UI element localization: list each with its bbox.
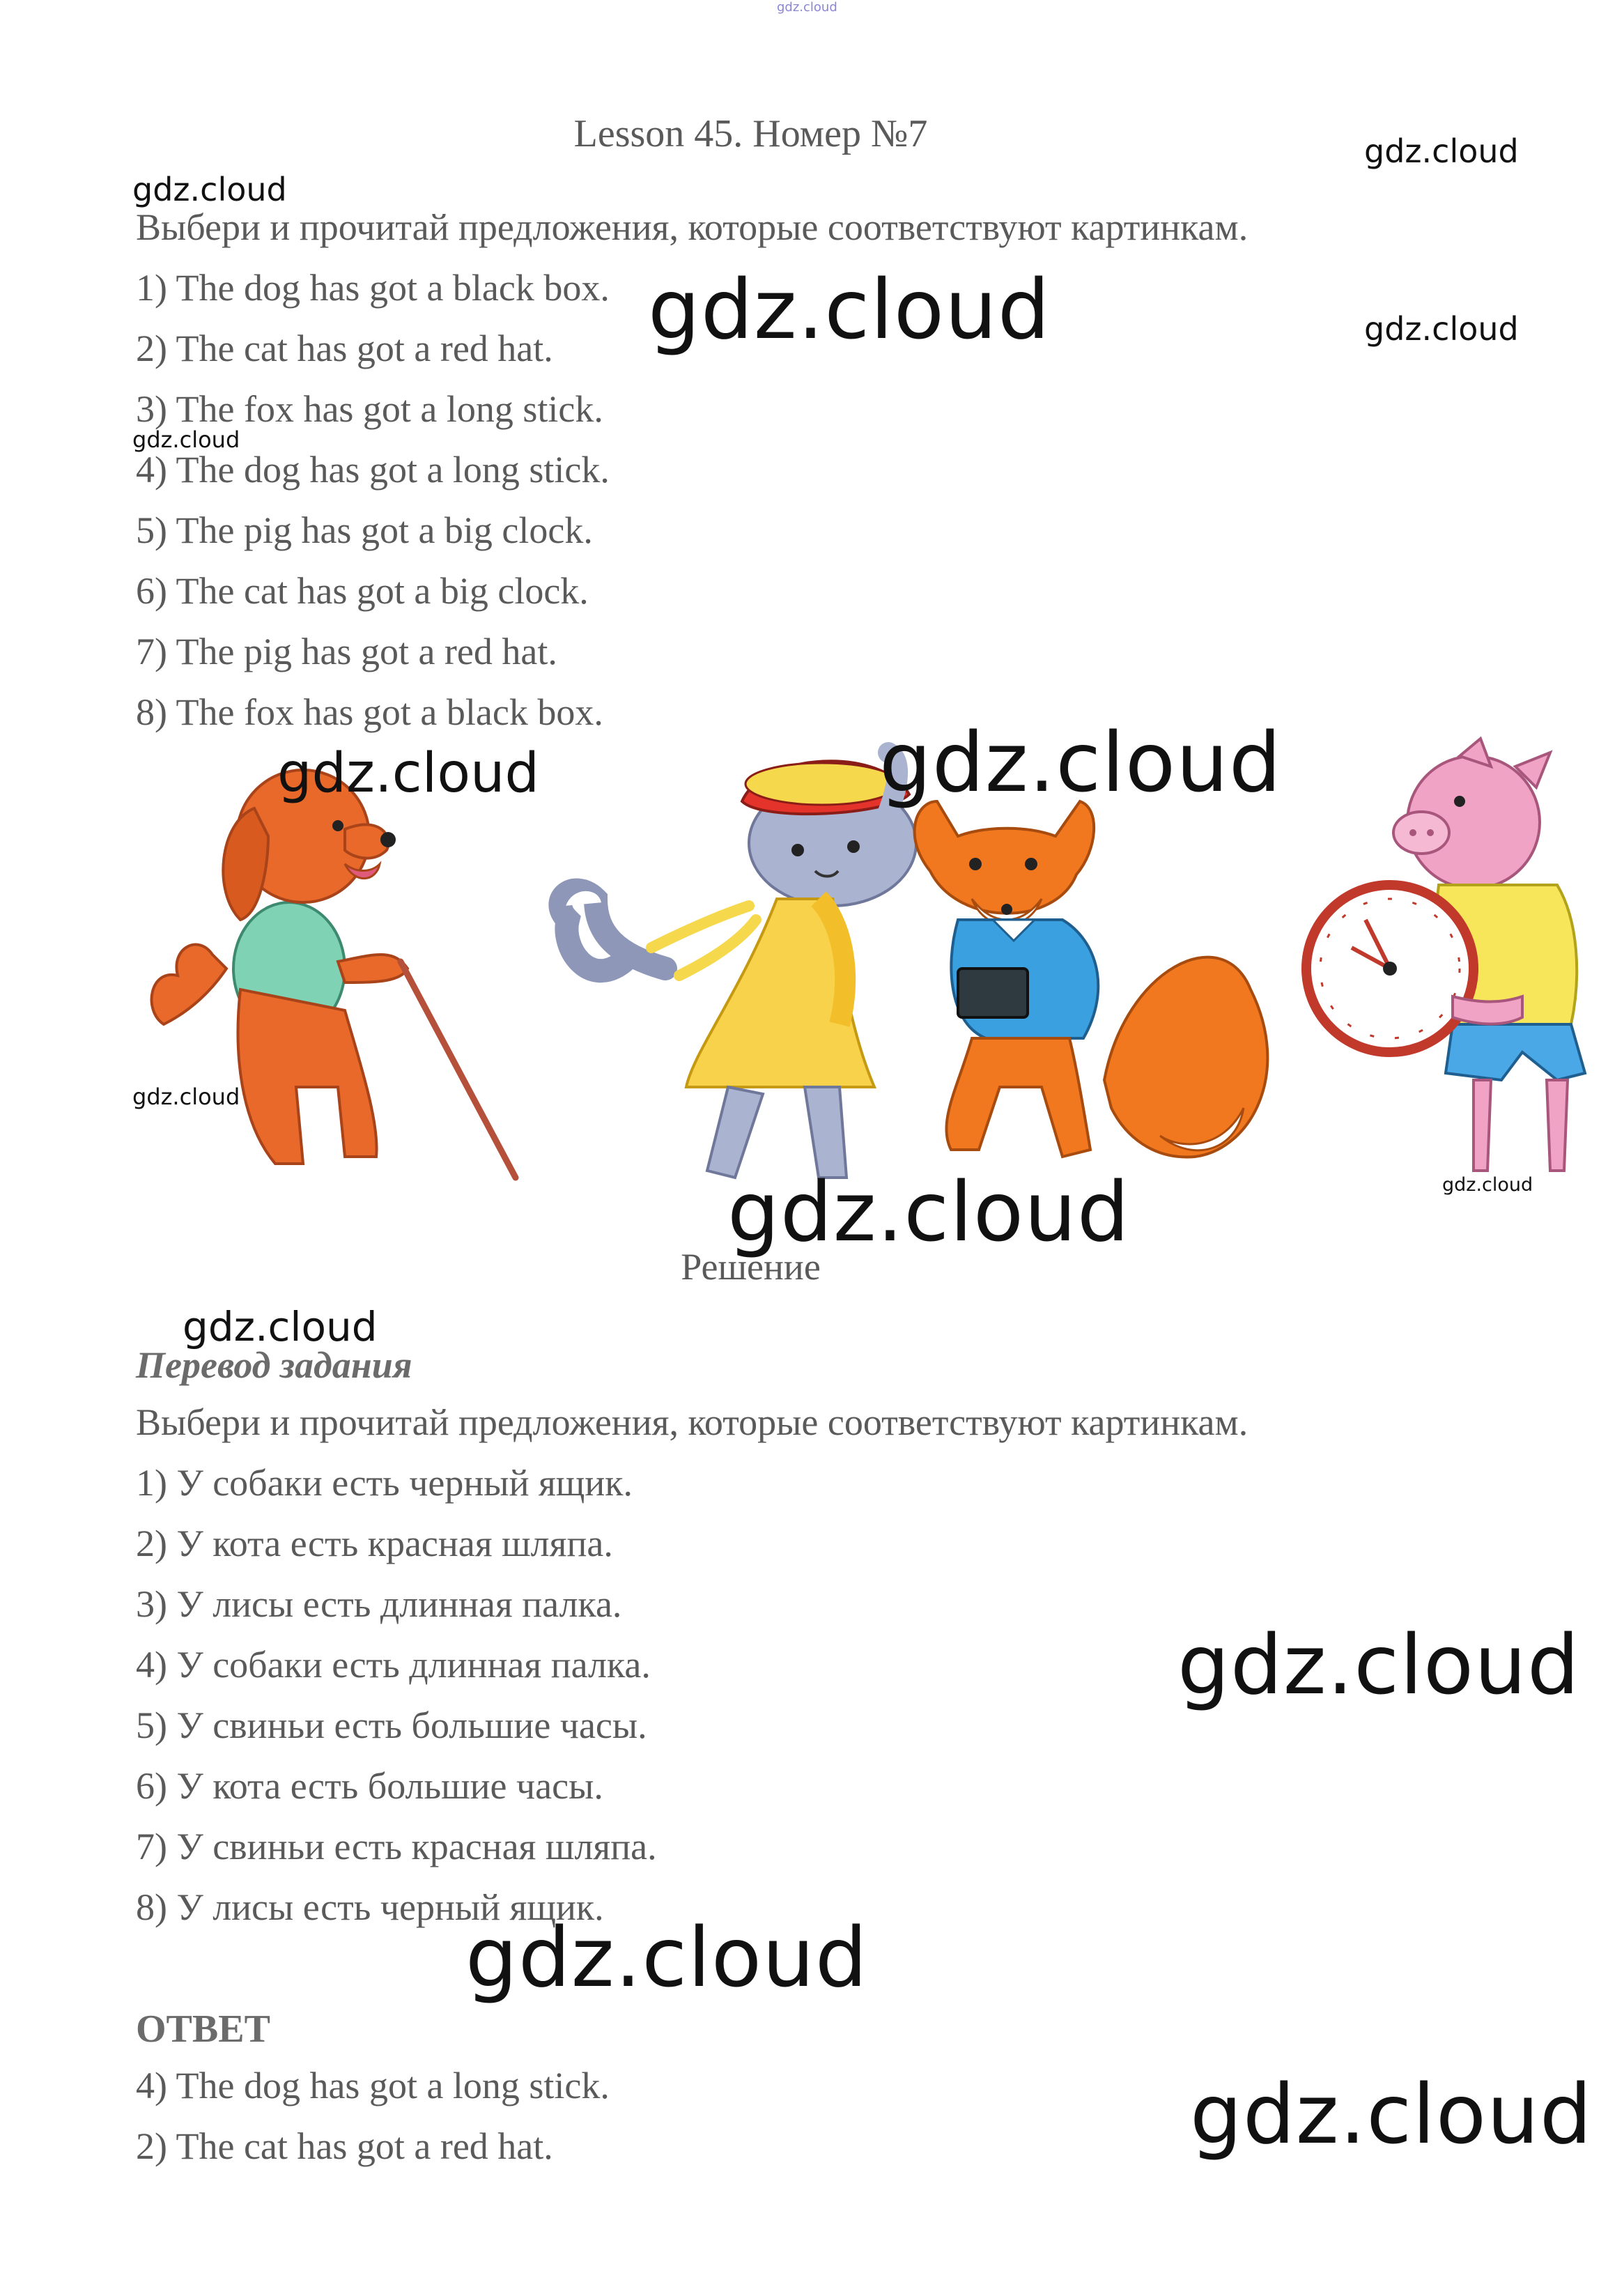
watermark: gdz.cloud [1190,2066,1593,2162]
watermark: gdz.cloud [1177,1617,1580,1713]
dog-figure [152,770,516,1178]
answer-line: 2) The cat has got a red hat. [136,2125,553,2167]
translation-sentence: 1) У собаки есть черный ящик. [136,1462,633,1504]
answer-line: 4) The dog has got a long stick. [136,2065,610,2106]
watermark: gdz.cloud [777,0,837,15]
page-title: Lesson 45. Номер №7 [573,112,928,155]
watermark: gdz.cloud [132,426,240,453]
translation-sentence: 4) У собаки есть длинная палка. [136,1644,651,1686]
task-sentence: 2) The cat has got a red hat. [136,328,553,369]
translation-heading: Перевод задания [136,1344,412,1386]
watermark: gdz.cloud [132,1084,240,1110]
illustration [136,760,1606,1205]
pig-figure [1306,739,1585,1171]
cat-figure [560,753,916,1178]
translation-sentence: 8) У лисы есть черный ящик. [136,1886,604,1928]
watermark: gdz.cloud [465,1909,868,2005]
task-sentence: 1) The dog has got a black box. [136,267,610,309]
watermark: gdz.cloud [727,1164,1130,1260]
task-sentence: 4) The dog has got a long stick. [136,449,610,491]
watermark: gdz.cloud [132,171,287,208]
translation-sentence: 2) У кота есть красная шляпа. [136,1523,613,1564]
translation-sentence: 6) У кота есть большие часы. [136,1765,603,1807]
translation-sentence: 7) У свиньи есть красная шляпа. [136,1826,657,1867]
watermark: gdz.cloud [1442,1174,1533,1196]
watermark: gdz.cloud [879,714,1282,810]
translation-sentence: 5) У свиньи есть большие часы. [136,1704,647,1746]
task-instruction: Выбери и прочитай предложения, которые соответствуют картинкам. [136,206,1248,248]
translation-instruction: Выбери и прочитай предложения, которые соответствуют картинкам. [136,1401,1248,1443]
answer-heading: ОТВЕТ [136,2008,270,2051]
watermark: gdz.cloud [277,742,539,805]
task-sentence: 8) The fox has got a black box. [136,691,603,733]
watermark: gdz.cloud [183,1303,378,1350]
translation-sentence: 3) У лисы есть длинная палка. [136,1583,622,1625]
task-sentence: 3) The fox has got a long stick. [136,388,603,430]
watermark: gdz.cloud [648,261,1051,357]
task-sentence: 6) The cat has got a big clock. [136,570,589,612]
solution-label: Решение [681,1246,821,1288]
watermark: gdz.cloud [1364,132,1519,170]
task-sentence: 5) The pig has got a big clock. [136,509,593,551]
watermark: gdz.cloud [1364,310,1519,348]
fox-figure [915,801,1268,1157]
task-sentence: 7) The pig has got a red hat. [136,631,557,672]
